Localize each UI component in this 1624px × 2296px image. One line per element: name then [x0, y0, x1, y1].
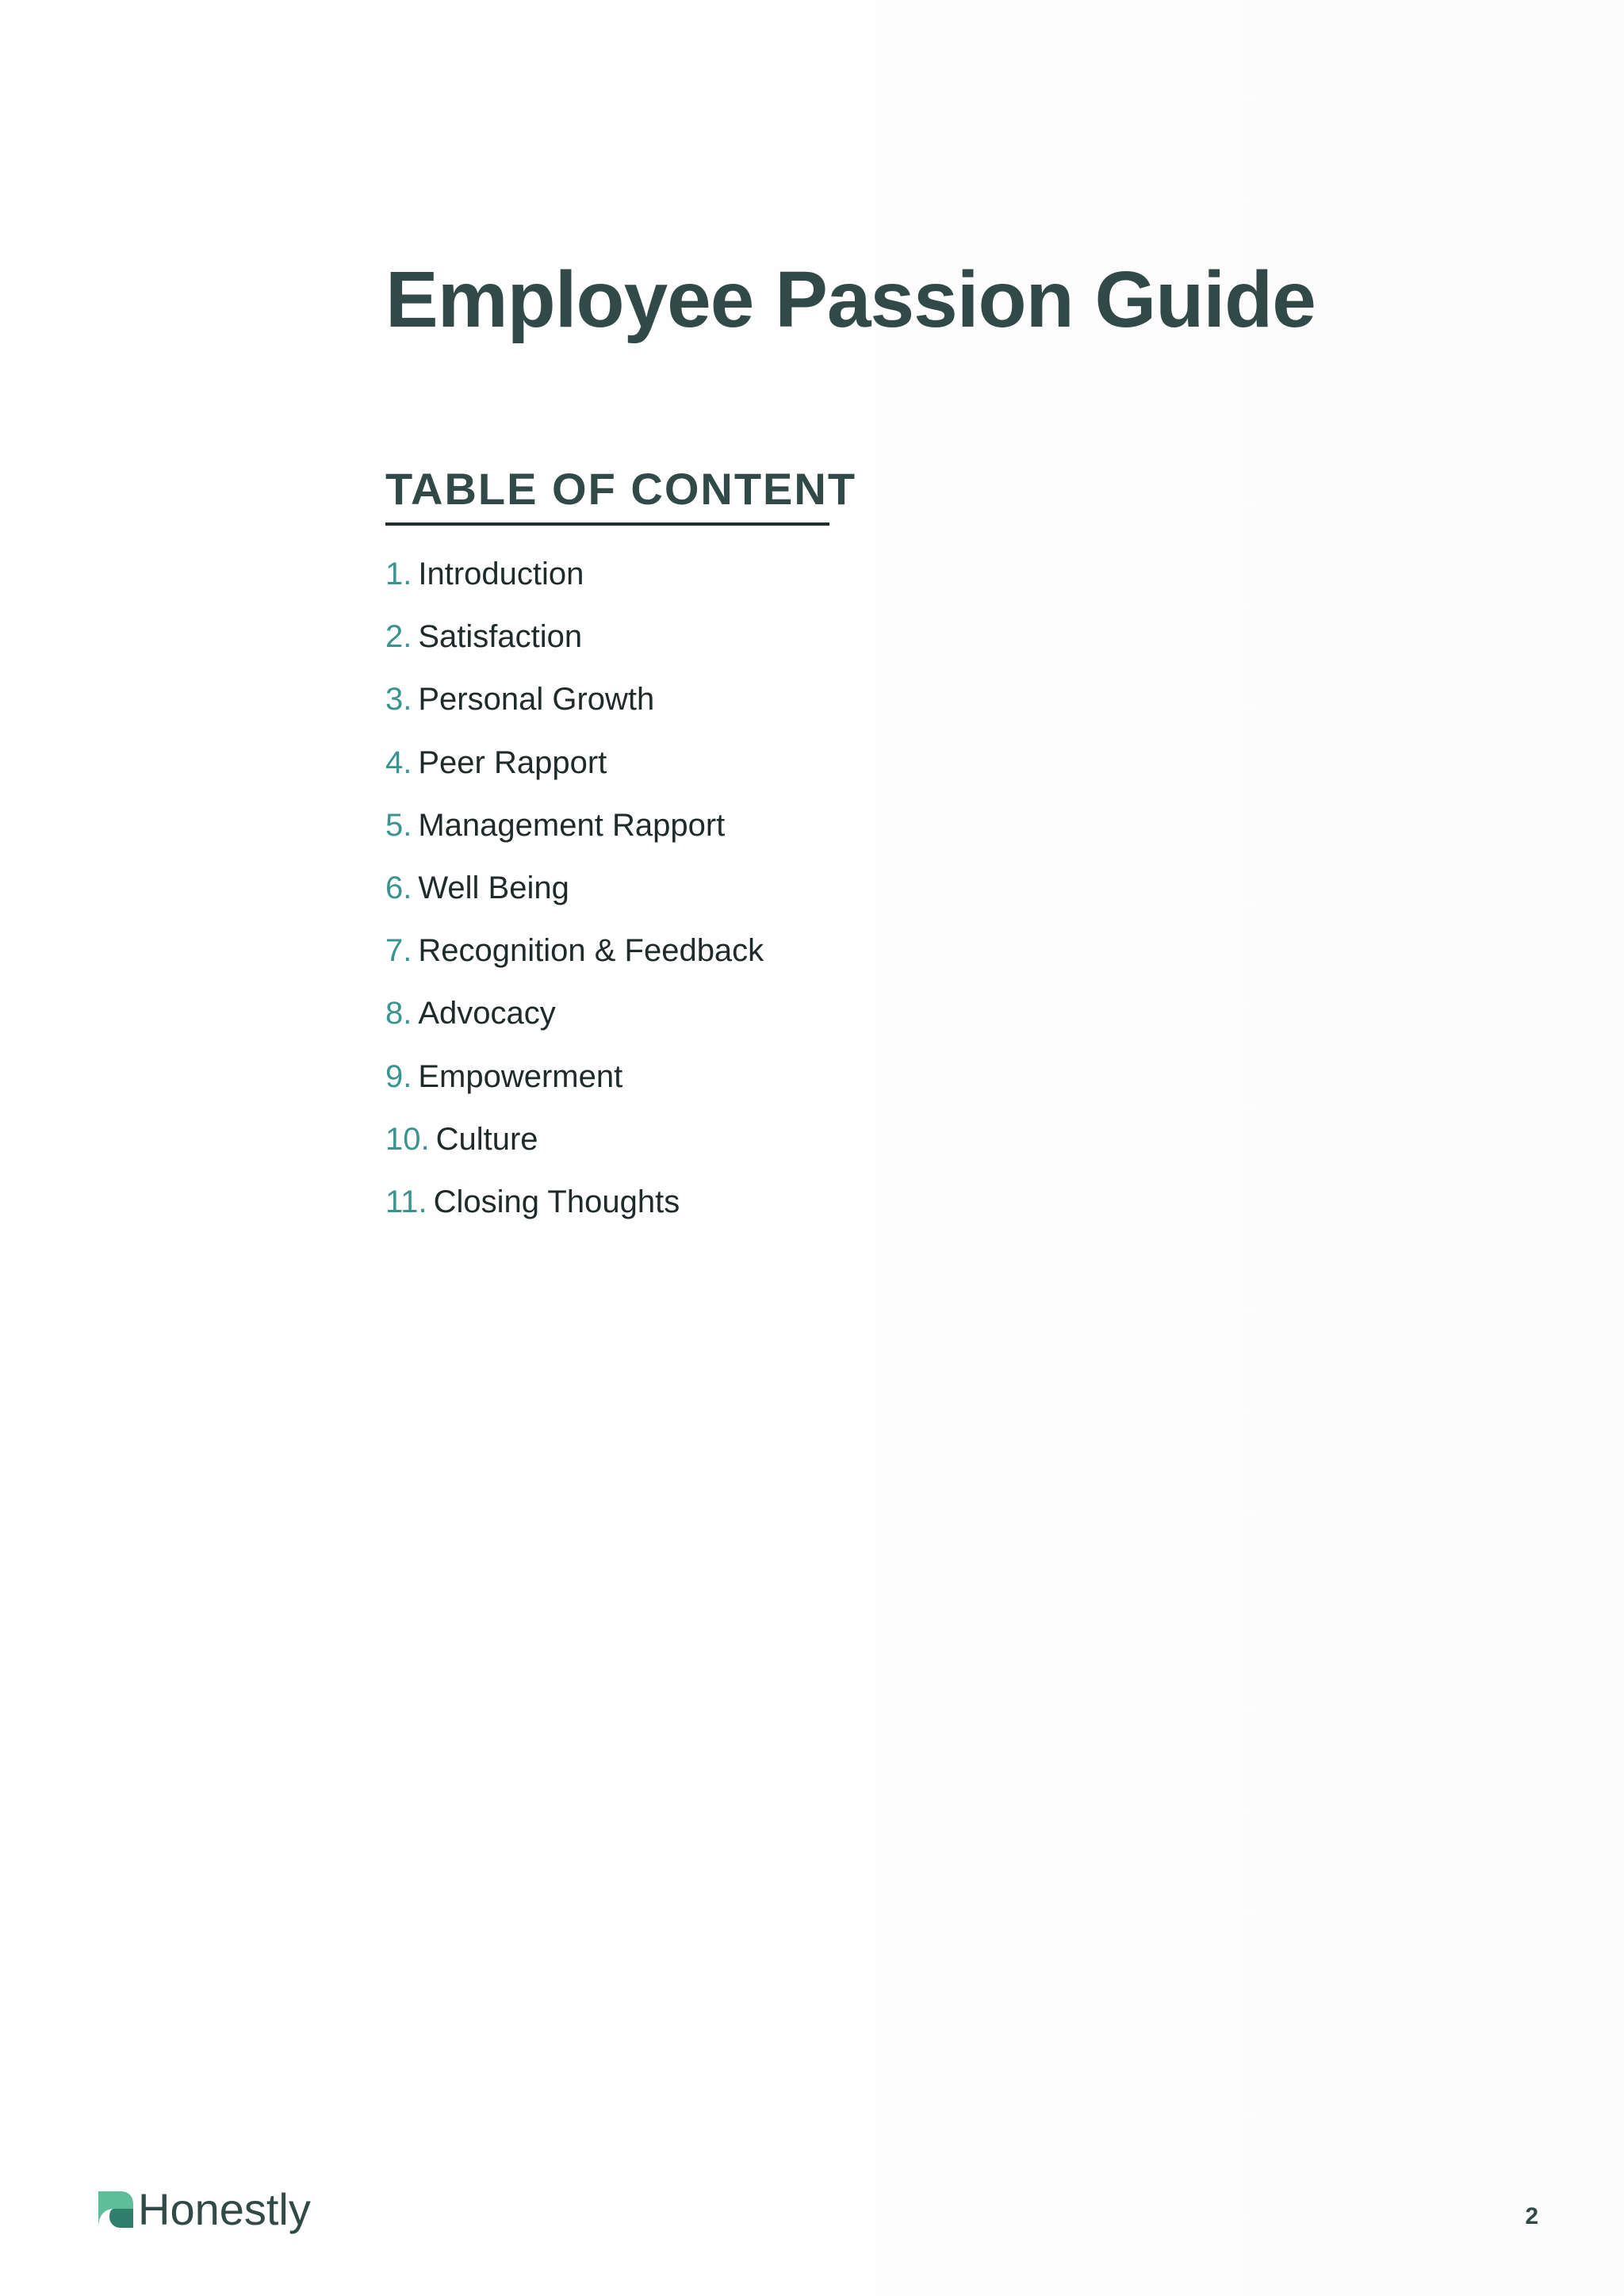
toc-item-label: Peer Rapport [418, 744, 607, 780]
toc-item-number: 5. [385, 807, 412, 843]
toc-item-label: Closing Thoughts [433, 1184, 680, 1219]
toc-item-number: 8. [385, 996, 412, 1031]
toc-item-culture[interactable] [385, 1115, 764, 1178]
toc-item-label: Well Being [418, 870, 569, 905]
toc-item-empowerment[interactable] [385, 1053, 764, 1115]
toc-item-number: 7. [385, 933, 412, 969]
toc-heading-underline [385, 522, 829, 526]
toc-item-label: Management Rapport [418, 807, 726, 843]
toc-item-number: 6. [385, 870, 412, 905]
toc-item-personal-growth[interactable] [385, 675, 764, 738]
toc-item-well-being[interactable] [385, 864, 764, 927]
toc-item-label: Empowerment [418, 1058, 623, 1094]
logo-text: Honestly [138, 2184, 311, 2234]
toc-item-number: 2. [385, 619, 412, 655]
toc-item-label: Culture [435, 1121, 538, 1157]
document-title: Employee Passion Guide [385, 255, 1316, 344]
toc-item-label: Recognition & Feedback [418, 933, 764, 969]
toc-item-peer-rapport[interactable] [385, 739, 764, 802]
toc-item-number: 9. [385, 1058, 412, 1094]
toc-item-label: Satisfaction [418, 619, 583, 655]
honestly-logo-icon [97, 2190, 135, 2229]
honestly-logo [97, 2182, 311, 2237]
toc-item-number: 11. [385, 1184, 427, 1219]
toc-item-number: 4. [385, 744, 412, 780]
toc-item-satisfaction[interactable] [385, 613, 764, 675]
toc-item-label: Advocacy [418, 996, 556, 1031]
toc-item-recognition-feedback[interactable] [385, 927, 764, 989]
toc-item-introduction[interactable] [385, 550, 764, 613]
toc-item-closing-thoughts[interactable] [385, 1178, 764, 1241]
toc-item-management-rapport[interactable] [385, 802, 764, 864]
toc-item-number: 3. [385, 682, 412, 718]
table-of-contents [385, 550, 764, 1241]
page-number: 2 [1525, 2203, 1538, 2229]
toc-item-number: 10. [385, 1121, 430, 1157]
toc-item-label: Introduction [418, 557, 584, 591]
toc-heading: TABLE OF CONTENT [385, 464, 857, 514]
toc-item-number: 1. [385, 557, 412, 591]
toc-item-label: Personal Growth [418, 682, 655, 718]
toc-item-advocacy[interactable] [385, 989, 764, 1052]
